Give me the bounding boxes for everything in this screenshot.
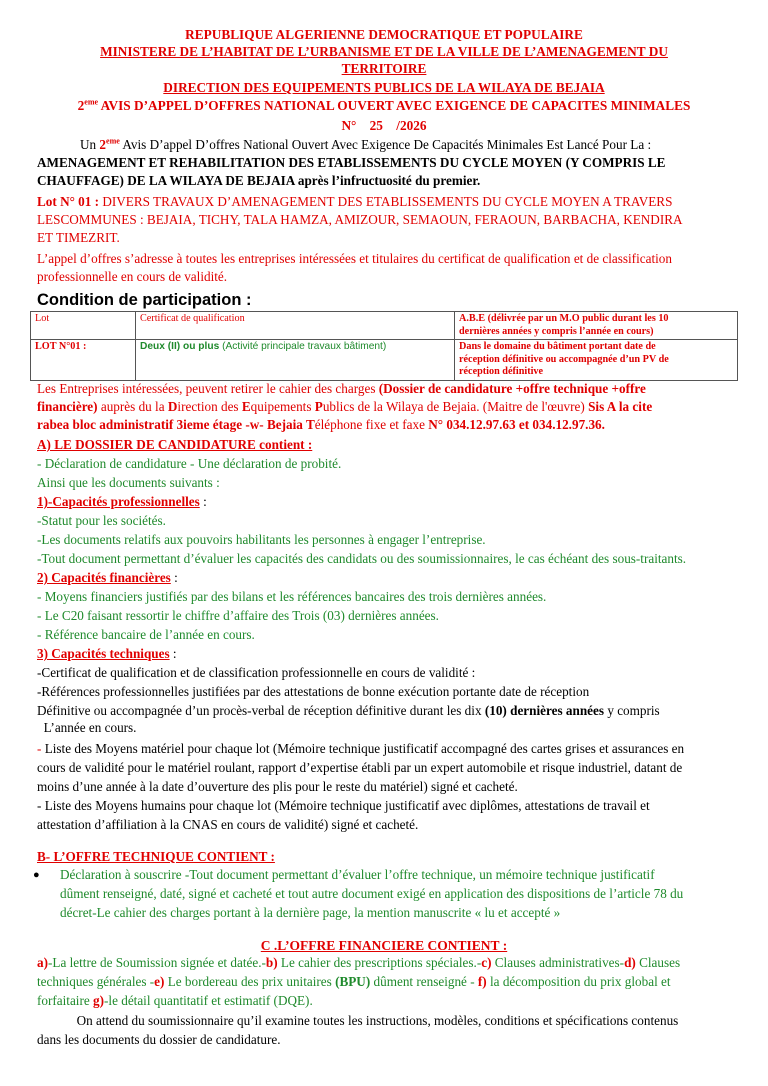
appel-line-1: L’appel d’offres s’adresse à toutes les entreprises intéressées et titulaires du certificat de qualification et de classification — [37, 251, 672, 266]
item-g-text: -le détail quantitatif et estimatif (DQE). — [104, 993, 313, 1008]
tech-3c: y compris — [604, 703, 660, 718]
intro-line-3: CHAUFFAGE) DE LA WILAYA DE BEJAIA après l’infructuosité du premier. — [37, 173, 481, 188]
tech-8: - Liste des Moyens humains pour chaque lot (Mémoire technique justificatif avec diplômes, attestations de travail et — [37, 798, 650, 813]
header-avis — [30, 97, 738, 114]
intro-un: Un — [80, 137, 100, 152]
offre-fin-l1 — [37, 954, 737, 972]
lot-text-1: DIVERS TRAVAUX D’AMENAGEMENT DES ETABLISSEMENTS DU CYCLE MOYEN A TRAVERS — [99, 194, 673, 209]
dossier-l1: - Déclaration de candidature - Une déclaration de probité. — [37, 456, 342, 471]
avis-text: AVIS D’APPEL D’OFFRES NATIONAL OUVERT AVEC EXIGENCE DE CAPACITES MINIMALES — [98, 98, 691, 113]
item-l2b: dûment renseigné - — [370, 974, 478, 989]
row-lot: LOT N°01 : — [31, 340, 136, 381]
dossier-title: A) LE DOSSIER DE CANDIDATURE contient : — [37, 437, 313, 452]
retrait-line-1 — [37, 380, 737, 398]
tech-title-line — [37, 645, 737, 663]
intro-text: Avis D’appel D’offres National Ouvert Avec Exigence De Capacités Minimales Est Lancé Pour La : — [119, 137, 652, 152]
row-abe-1: Dans le domaine du bâtiment portant date de — [459, 341, 656, 352]
fin-colon: : — [170, 570, 178, 585]
tech-5-text: Liste des Moyens matériel pour chaque lot (Mémoire technique justificatif accompagné des cartes grises et assurances en — [41, 741, 685, 756]
pro-colon: : — [199, 494, 207, 509]
pro-title-line — [37, 493, 737, 511]
fin-2: - Le C20 faisant ressortir le chiffre d’affaire des Trois (03) dernières années. — [37, 608, 439, 623]
fin-1: - Moyens financiers justifiés par des bilans et les références bancaires des trois dernières années. — [37, 589, 547, 604]
offre-fin-title: C .L’OFFRE FINANCIERE CONTIENT : — [260, 938, 508, 953]
item-d: d) — [624, 955, 636, 970]
intro-sup: eme — [106, 136, 120, 146]
tech-6: cours de validité pour le matériel roulant, rapport d’expertise établi par un expert automobile et risque industriel, datant de — [37, 760, 683, 775]
item-a: a) — [37, 955, 48, 970]
retrait-hr: éléphone fixe et faxe — [314, 417, 429, 432]
avis-number: 2 — [77, 98, 85, 113]
tech-3b: (10) dernières années — [484, 703, 605, 718]
tech-3 — [37, 702, 737, 720]
retrait-e2r: quipements — [250, 399, 315, 414]
lot-line-1 — [37, 193, 737, 211]
header-ministry: MINISTERE DE L’HABITAT DE L’URBANISME ET DE LA VILLE DE L’AMENAGEMENT DU — [100, 44, 668, 59]
retrait-e3r: ublics de la Wilaya de Bejaia. (Maitre de l'œuvre) — [322, 399, 589, 414]
item-e: e) — [154, 974, 165, 989]
fin-3: - Référence bancaire de l’année en cours. — [37, 627, 255, 642]
retrait-c: financière) — [37, 399, 98, 414]
row-abe-3: réception définitive — [459, 366, 544, 377]
offre-fin-l3 — [37, 992, 737, 1010]
condition-title: Condition de participation : — [37, 291, 252, 309]
retrait-d: auprès du la — [97, 399, 168, 414]
intro-line-2: AMENAGEMENT ET REHABILITATION DES ETABLISSEMENTS DU CYCLE MOYEN (Y COMPRIS LE — [37, 155, 666, 170]
tech-colon: : — [169, 646, 177, 661]
pro-1: -Statut pour les sociétés. — [37, 513, 166, 528]
retrait-g: rabea bloc administratif 3ieme étage -w- Bejaia — [37, 417, 306, 432]
header-numero: N° 25 /2026 — [341, 118, 427, 133]
tech-1: -Certificat de qualification et de classification professionnelle en cours de validité : — [37, 665, 476, 680]
intro-two: 2 — [99, 137, 107, 152]
header-republic: REPUBLIQUE ALGERIENNE DEMOCRATIQUE ET POPULAIRE — [185, 27, 583, 42]
item-a-text: -La lettre de Soumission signée et datée.- — [48, 955, 266, 970]
dossier-l2: Ainsi que les documents suivants : — [37, 475, 220, 490]
retrait-line-2 — [37, 398, 737, 416]
avis-sup: eme — [84, 97, 99, 107]
tech-5-dash: - — [37, 741, 42, 756]
appel-line-2: professionnelle en cours de validité. — [37, 269, 228, 284]
row-cert-rest: (Activité principale travaux bâtiment) — [219, 341, 387, 352]
item-g: g) — [93, 993, 105, 1008]
lot-label: Lot N° 01 : — [37, 194, 100, 209]
retrait-f: Sis A la cite — [588, 399, 653, 414]
item-l3a: forfaitaire — [37, 993, 94, 1008]
item-c-text: Clauses administratives- — [491, 955, 625, 970]
retrait-e1r: irection des — [177, 399, 242, 414]
header-territoire: TERRITOIRE — [341, 61, 427, 76]
head-abe-2: dernières années y compris l’année en cours) — [459, 325, 654, 337]
row-abe-2: réception définitive ou accompagnée d’un PV de — [459, 353, 669, 365]
head-cert: Certificat de qualification — [136, 312, 455, 340]
tech-9: attestation d’affiliation à la CNAS en cours de validité) signé et cacheté. — [37, 817, 419, 832]
bullet-icon: ● — [33, 869, 40, 881]
item-d-text: Clauses — [635, 955, 681, 970]
tech-title: 3) Capacités techniques — [37, 646, 170, 661]
retrait-i: N° 034.12.97.63 et 034.12.97.36. — [428, 417, 605, 432]
item-l2a: techniques générales - — [37, 974, 155, 989]
tech-3a: Définitive ou accompagnée d’un procès-verbal de réception définitive durant les dix — [37, 703, 485, 718]
offre-tech-l3: décret-Le cahier des charges portant à la dernière page, la mention manuscrite « lu et accepté » — [60, 905, 561, 920]
condition-table-header — [31, 312, 738, 340]
tech-5 — [37, 740, 737, 758]
row-cert — [136, 340, 455, 381]
item-bpu: (BPU) — [335, 974, 371, 989]
header-direction: DIRECTION DES EQUIPEMENTS PUBLICS DE LA WILAYA DE BEJAIA — [163, 80, 605, 95]
item-e-text: Le bordereau des prix unitaires — [164, 974, 336, 989]
item-c: c) — [481, 955, 492, 970]
intro-line-1 — [80, 136, 768, 154]
item-f-text: la décomposition du prix global et — [486, 974, 671, 989]
item-f: f) — [477, 974, 487, 989]
retrait-e3: P — [314, 399, 323, 414]
condition-table — [30, 311, 738, 381]
offre-tech-l1: Déclaration à souscrire -Tout document permettant d’évaluer l’offre technique, un mémoire technique justificatif — [60, 867, 655, 882]
tech-7: moins d’une année à la date d’ouverture des plis pour le reste du matériel) signé et cacheté. — [37, 779, 518, 794]
retrait-a: Les Entreprises intéressées, peuvent retirer le cahier des charges — [37, 381, 379, 396]
retrait-h: T — [305, 417, 315, 432]
pro-title: 1)-Capacités professionnelles — [37, 494, 200, 509]
offre-tech-l2: dûment renseigné, daté, signé et cacheté et tout autre document exigé en application des dispositions de l’article 78 du — [60, 886, 684, 901]
head-abe-1: A.B.E (délivrée par un M.O public durant les 10 — [459, 313, 669, 324]
row-abe — [455, 340, 738, 381]
lot-line-3: ET TIMEZRIT. — [37, 230, 120, 245]
final-l1: On attend du soumissionnaire qu’il examine toutes les instructions, modèles, conditions et spécifications contenus — [37, 1013, 679, 1028]
head-abe — [455, 312, 738, 340]
fin-title-line — [37, 569, 737, 587]
item-b: b) — [265, 955, 278, 970]
offre-fin-l2 — [37, 973, 737, 991]
pro-3: -Tout document permettant d’évaluer les capacités des candidats ou des soumissionnaires, le cas échéant des sous-traitants. — [37, 551, 687, 566]
tech-4: L’année en cours. — [37, 720, 137, 735]
fin-title: 2) Capacités financières — [37, 570, 171, 585]
offre-tech-title: B- L’OFFRE TECHNIQUE CONTIENT : — [37, 849, 275, 864]
retrait-b: (Dossier de candidature +offre technique +offre — [378, 381, 646, 396]
tech-2: -Références professionnelles justifiées par des attestations de bonne exécution portante date de réception — [37, 684, 590, 699]
retrait-e1: D — [167, 399, 178, 414]
lot-line-2: LESCOMMUNES : BEJAIA, TICHY, TALA HAMZA, AMIZOUR, SEMAOUN, FERAOUN, BARBACHA, KENDIRA — [37, 212, 683, 227]
condition-table-row — [31, 340, 738, 381]
row-cert-bold: Deux (II) ou plus — [140, 341, 220, 352]
item-b-text: Le cahier des prescriptions spéciales.- — [277, 955, 482, 970]
retrait-line-3 — [37, 416, 737, 434]
retrait-e2: E — [241, 399, 251, 414]
head-lot: Lot — [31, 312, 136, 340]
final-l2: dans les documents du dossier de candidature. — [37, 1032, 281, 1047]
pro-2: -Les documents relatifs aux pouvoirs habilitants les personnes à engager l’entreprise. — [37, 532, 486, 547]
